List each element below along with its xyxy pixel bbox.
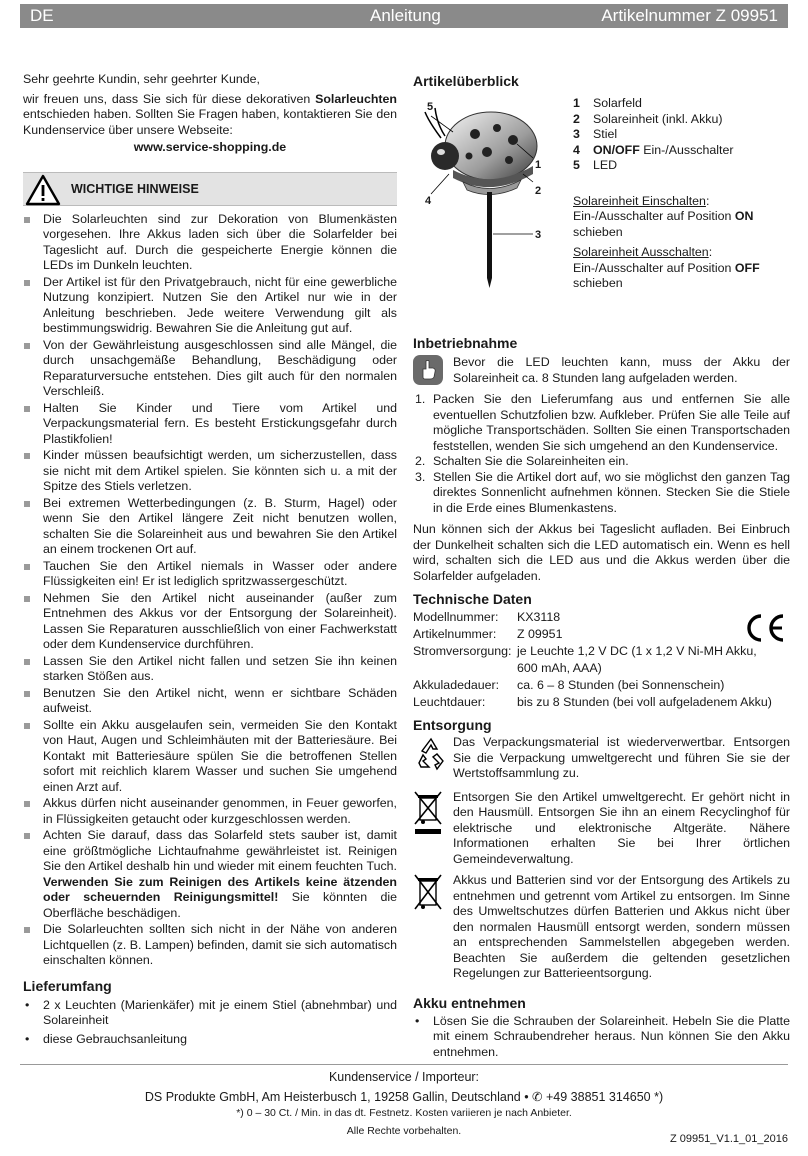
scope-title: Lieferumfang [23,977,112,994]
footer-call-cost: *) 0 – 30 Ct. / Min. in das dt. Festnetz. Kosten variieren je nach Anbieter. [236,1107,572,1119]
footer-rights: Alle Rechte vorbehalten. [346,1125,462,1137]
scope-item [23,1032,397,1048]
tech-table [413,609,790,711]
setup-steps [413,392,790,516]
footer-address: DS Produkte GmbH, Am Heisterbusch 1, 19258 Gallin, Deutschland • ✆ +49 38851 314650 *) [144,1090,664,1104]
switch-on-position: ON [734,209,754,223]
step-number: 1. [415,392,426,406]
warning-text: Halten Sie Kinder und Tiere vom Artikel und Verpackungsmaterial fern. Es besteht Erstickungsgefahr durch Plastikfolien! [43,400,397,446]
tech-value: KX3118 [517,610,561,624]
switch-on-title: Solareinheit Einschalten [573,193,706,208]
warning-text: Tauchen Sie den Artikel niemals in Wasser oder andere Flüssigkeiten ein! Er ist lediglich spritzwassergeschützt. [43,558,397,588]
warning-text: Die Solarleuchten sollten sich nicht in der Nähe von anderen Lichtquellen (z. B. Lampen) befinden, damit sie sich automatisch einschalten können. [43,922,398,967]
part-item [573,158,790,174]
warning-text: Kinder müssen beaufsichtigt werden, um sicherzustellen, dass sie nicht mit dem Artikel spielen. Sie könnten sich u. a mit der Spitze des Stiels verletzen. [43,448,397,493]
part-label: Stiel [593,127,618,141]
square-bullet-icon [24,501,30,507]
setup-after-text: Nun können sich der Akkus bei Tageslicht aufladen. Bei Einbruch der Dunkelheit schalten sich die LED automatisch ein. Wenn es hell wird, schalten sich die LED aus und die Akkus werden über die Solarfelder aufgeladen. [413,522,790,583]
header-bar [20,4,788,28]
cleaning-warning-bold: Verwenden Sie zum Reinigen des Artikels keine ätzenden oder scheuernden Reinigungsmittel! [43,874,397,904]
intro-text-post: entschieden haben. Sollten Sie Fragen haben, kontaktieren Sie den Kundenservice über unsere Webseite: [23,107,397,137]
switch-off-instruction [573,245,790,292]
square-bullet-icon [24,406,30,412]
footer-divider [20,1064,788,1065]
part-item [573,127,790,143]
recycling-icon [413,735,449,771]
square-bullet-icon [24,343,30,349]
step-number: 2. [415,454,426,468]
part-label: Ein-/Ausschalter [639,142,734,157]
warning-item [23,718,397,796]
part-label: Solareinheit (inkl. Akku) [593,111,723,126]
part-item [573,143,790,159]
intro-product-name: Solarleuchten [315,91,397,106]
step-text: Schalten Sie die Solareinheiten ein. [433,454,629,468]
tech-value-line1: je Leuchte 1,2 V DC (1 x 1,2 V Ni-MH Akku, [517,644,757,658]
warning-text: Sollte ein Akku ausgelaufen sein, vermeiden Sie den Kontakt von Haut, Augen und Schleimhäuten mit der Batteriesäure. Bei Kontakt mit Batteriesäure spülen Sie die betroffenen Stellen sofort mit reichlich klarem Wasser und suchen Sie umgehend einen Arzt auf. [43,717,397,794]
square-bullet-icon [24,564,30,570]
switch-on-instruction [573,194,790,241]
switch-off-position: OFF [734,260,760,275]
right-column [413,72,790,1060]
warning-text: Nehmen Sie den Artikel nicht auseinander (außer zum Entnehmen des Akkus vor der Entsorgung der Solareinheit). Lassen Sie Reparaturen ausschließlich von einer Fachwerkstatt oder dem Kundenservice durchführen. [43,590,397,651]
tech-key: Stromversorgung: [413,644,512,658]
disposal-title: Entsorgung [413,717,492,733]
switch-off-title: Solareinheit Ausschalten [573,245,709,259]
bullet-icon: • [25,1031,30,1046]
warning-text: Lassen Sie den Artikel nicht fallen und setzen Sie ihn keinen starken Stößen aus. [43,653,397,683]
header-lang: DE [30,6,54,25]
tech-row [413,643,790,677]
warning-text: Bei extremen Wetterbedingungen (z. B. Sturm, Hagel) oder wenn Sie den Artikel längere Zeit nicht benutzen wollen, schalten Sie die Solareinheit aus und bewahren Sie den Artikel an einem trockenen Ort auf. [43,495,397,556]
warning-item [23,922,397,969]
warning-item [23,448,397,495]
setup-note-text: Bevor die LED leuchten kann, muss der Akku der Solareinheit ca. 8 Stunden lang aufgeladen werden. [453,355,790,385]
part-item [573,112,790,128]
step-text: Stellen Sie die Artikel dort auf, wo sie möglichst den ganzen Tag direktes Sonnenlicht aufnehmen können. Stecken Sie die Stiele in die Erde eines Blumenkastens. [433,469,790,515]
tech-value: Z 09951 [517,627,563,641]
warning-item [23,275,397,337]
setup-title: Inbetriebnahme [413,335,518,351]
overview-title: Artikelüberblick [413,73,519,89]
tech-row [413,609,790,626]
bullet-icon: • [25,997,30,1012]
intro-paragraph [23,92,397,139]
part-number: 1 [573,96,580,110]
setup-step [413,470,790,517]
warning-item [23,496,397,558]
switch-off-colon: : [708,245,713,259]
warning-title: WICHTIGE HINWEISE [71,181,199,196]
tech-value: ca. 6 – 8 Stunden (bei Sonnenschein) [517,678,725,692]
disposal-packaging-text: Das Verpackungsmaterial ist wiederverwertbar. Entsorgen Sie die Verpackung umweltgerecht und führen Sie sie der Wertstoffsammlung zu. [453,735,790,780]
switch-on-colon: : [705,193,710,208]
part-number: 3 [573,127,580,141]
square-bullet-icon [24,453,30,459]
warning-item [23,654,397,685]
square-bullet-icon [24,691,30,697]
part-item [573,96,790,112]
callout-solar-panel: 1 [535,159,542,171]
square-bullet-icon [24,801,30,807]
part-number: 2 [573,111,580,126]
warning-item [23,559,397,590]
tech-key: Artikelnummer: [413,627,497,641]
tech-value-line2: 600 mAh, AAA) [517,661,602,675]
weee-bin-icon [413,790,443,836]
footer-version: Z 09951_V1.1_01_2016 [669,1133,788,1145]
greeting: Sehr geehrte Kundin, sehr geehrter Kunde, [23,72,260,86]
remove-text: Lösen Sie die Schrauben der Solareinheit. Hebeln Sie die Platte mit einem Schraubendreher heraus. Nun können Sie den Akku entnehmen. [433,1013,790,1059]
parts-list [573,96,790,292]
setup-note [413,355,790,386]
warning-list [23,212,397,969]
warning-header [23,172,397,206]
part-label: Solarfeld [593,96,642,110]
square-bullet-icon [24,833,30,839]
warning-text: Die Solarleuchten sind zur Dekoration von Blumenkästen vorgesehen. Ihre Akkus laden sich über die Solarfelder bei Tageslicht auf. Durch die gespeicherte Energie können die LEDs im Dunkeln leuchten. [43,211,397,272]
header-article-number: Artikelnummer Z 09951 [601,6,778,25]
warning-text: Akkus dürfen nicht auseinander genommen, in Feuer geworfen, in Flüssigkeiten getaucht oder kurzgeschlossen werden. [43,796,397,826]
intro-text-pre: wir freuen uns, dass Sie sich für diese dekorativen [23,91,316,106]
part-label-bold: ON/OFF [593,142,640,157]
info-hand-icon [413,355,443,385]
switch-on-text-post: schieben [573,224,623,239]
warning-item [23,686,397,717]
switch-on-text: Ein-/Ausschalter auf Position [573,209,735,223]
warning-item [23,338,397,400]
warning-item [23,401,397,448]
square-bullet-icon [24,596,30,602]
scope-text: 2 x Leuchten (Marienkäfer) mit je einem Stiel (abnehmbar) und Solareinheit [43,997,397,1027]
scope-text: diese Gebrauchsanleitung [43,1031,187,1046]
tech-key: Akkuladedauer: [413,678,500,692]
service-url: www.service-shopping.de [133,140,287,154]
callout-switch: 4 [425,195,432,207]
tech-value [517,643,790,677]
tech-row [413,677,790,694]
warning-text: Der Artikel ist für den Privatgebrauch, nicht für eine gewerbliche Nutzung konzipiert. Nutzen Sie den Artikel nur wie in der Anleitung beschrieben. Jede weitere Verwendung gilt als bestimmungswidrig. Bewahren Sie die Anleitung gut auf. [43,274,397,335]
part-number: 5 [573,158,580,172]
warning-text: Benutzen Sie den Artikel nicht, wenn er sichtbare Schäden aufweist. [43,685,397,715]
tech-value: bis zu 8 Stunden (bei voll aufgeladenem Akku) [517,695,772,709]
step-text: Packen Sie den Lieferumfang aus und entfernen Sie alle eventuellen Schutzfolien bzw. Aufkleber. Prüfen Sie alle Teile auf mögliche Transportschäden. Sollten Sie einen Transportschaden feststellen, wenden Sie sich umgehend an den Kundenservice. [433,392,790,453]
scope-list [23,998,397,1048]
part-label: LED [593,158,618,172]
warning-item [23,212,397,274]
warning-item [23,796,397,827]
disposal-product-text: Entsorgen Sie den Artikel umweltgerecht. Er gehört nicht in den Hausmüll. Entsorgen Sie ihn an einem Recyclinghof für elektrische und elektronische Altgeräte. Nähere Informationen erhalten Sie bei Ihrer örtlichen Gemeindeverwaltung. [453,789,790,866]
warning-item-cleaning [23,828,397,921]
square-bullet-icon [24,217,30,223]
square-bullet-icon [24,723,30,729]
footer-service-label: Kundenservice / Importeur: [328,1070,480,1084]
tech-key: Modellnummer: [413,610,499,624]
remove-list [413,1014,790,1061]
tech-row [413,626,790,643]
remove-title: Akku entnehmen [413,994,526,1011]
disposal-batteries [413,873,790,982]
callout-solar-unit: 2 [535,185,542,197]
square-bullet-icon [24,280,30,286]
callout-stake: 3 [535,229,542,241]
setup-step [413,454,790,470]
bullet-icon: • [415,1013,420,1028]
switch-off-text: Ein-/Ausschalter auf Position [573,260,735,275]
warning-triangle-icon [25,174,61,206]
step-number: 3. [415,469,426,484]
left-column [23,72,397,1047]
cleaning-text-post: Sie könnten die Oberfläche beschädigen. [43,890,397,920]
product-illustration [413,94,573,290]
battery-bin-icon [413,873,443,913]
remove-item [413,1014,790,1061]
tech-row [413,694,790,711]
tech-section [413,590,790,711]
header-title: Anleitung [370,6,441,25]
ladybug-lamp-icon [413,94,573,290]
tech-title: Technische Daten [413,591,532,607]
cleaning-text-pre: Achten Sie darauf, dass das Solarfeld stets sauber ist, damit eine größtmögliche Lichtaufnahme gewährleistet ist. Reinigen Sie den Artikel deshalb hin und wieder mit einem feuchten Tuch. [43,828,397,873]
disposal-batteries-text: Akkus und Batterien sind vor der Entsorgung des Artikels zu entnehmen und getrennt vom Artikel zu entsorgen. Im Sinne des Umweltschutzes dürfen Batterien und Akkus nicht über den normalen Hausmüll entsorgt werden, sondern müssen an entsprechenden Sammelstellen abgegeben werden. Beachten Sie außerdem die geltenden gesetzlichen Regelungen zur Batterieentsorgung. [453,873,790,980]
setup-step [413,392,790,454]
warning-text: Von der Gewährleistung ausgeschlossen sind alle Mängel, die durch unsachgemäße Behandlung, Beschädigung oder Reparaturversuche entstehen. Dies gilt auch für den normalen Verschleiß. [43,337,397,398]
callout-led: 5 [427,101,434,113]
disposal-packaging [413,735,790,782]
warning-item [23,591,397,653]
disposal-product [413,790,790,868]
tech-key: Leuchtdauer: [413,695,486,709]
ce-mark-icon [742,612,786,644]
switch-off-text-post: schieben [573,276,623,290]
scope-item [23,998,397,1029]
part-number: 4 [573,142,580,157]
square-bullet-icon [24,659,30,665]
square-bullet-icon [24,927,30,933]
